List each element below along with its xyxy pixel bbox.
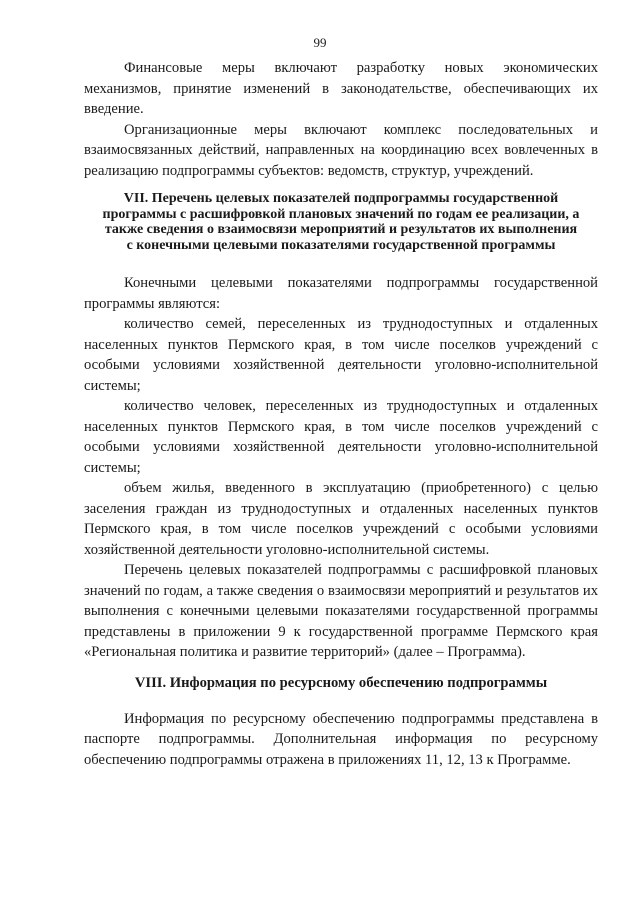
section-7-heading: VII. Перечень целевых показателей подпрограммы государственной программы с расшифровкой плановых значений по годам ее реализации, а также сведения о взаимосвязи мероприятий и результатов их выполнения с конечными целевыми показателями государственной программы	[102, 191, 580, 253]
document-body	[84, 58, 598, 770]
indicator-item-families: количество семей, переселенных из труднодоступных и отдаленных населенных пунктов Пермского края, в том числе поселков учреждений с особыми условиями хозяйственной деятельности уголовно-исполнительной системы;	[84, 316, 598, 394]
paragraph-financial-measures: Финансовые меры включают разработку новых экономических механизмов, принятие изменений в законодательстве, обеспечивающих их введение.	[84, 60, 598, 117]
indicator-item-housing: объем жилья, введенного в эксплуатацию (приобретенного) с целью заселения граждан из труднодоступных и отдаленных населенных пунктов Пермского края, в том числе поселков учреждений с особыми условиями хозяйственной деятельности уголовно-исполнительной системы.	[84, 480, 598, 558]
section-7-intro: Конечными целевыми показателями подпрограммы государственной программы являются:	[84, 275, 598, 312]
paragraph-organizational-measures: Организационные меры включают комплекс последовательных и взаимосвязанных действий, направленных на координацию всех вовлеченных в реализацию подпрограммы субъектов: ведомств, структур, учреждений.	[84, 121, 598, 179]
page-number: 99	[313, 35, 327, 50]
section-8-heading: VIII. Информация по ресурсному обеспечению подпрограммы	[134, 674, 548, 691]
indicator-item-people: количество человек, переселенных из труднодоступных и отдаленных населенных пунктов Пермского края, в том числе поселков учреждений с особыми условиями хозяйственной деятельности уголовно-исполнительной системы;	[84, 398, 598, 476]
section-8-text: Информация по ресурсному обеспечению подпрограммы представлена в паспорте подпрограммы. Дополнительная информация по ресурсному обеспечению подпрограммы отражена в приложениях 11, 12, 13 к Программе.	[84, 710, 598, 768]
section-7-closing: Перечень целевых показателей подпрограммы с расшифровкой плановых значений по годам, а также сведения о взаимосвязи мероприятий и результатов их выполнения с конечными целевыми показателями государственной программы представлены в приложении 9 к государственной программе Пермского края «Региональная политика и развитие территорий» (далее – Программа).	[84, 562, 598, 661]
